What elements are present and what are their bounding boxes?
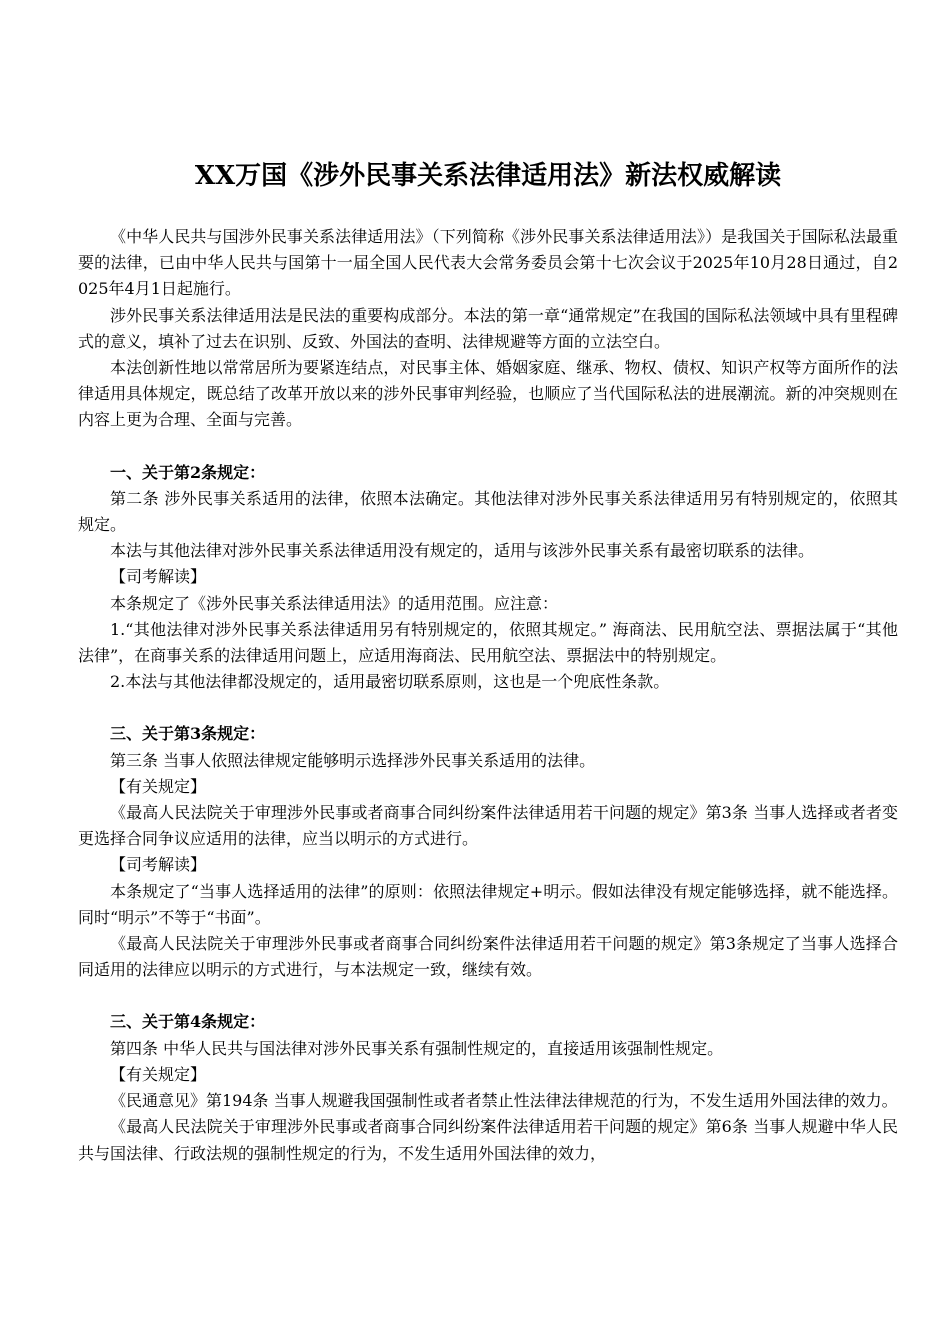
section-2-paragraph: 《最高人民法院关于审理涉外民事或者商事合同纠纷案件法律适用若干问题的规定》第3条规定了当事人选择合同适用的法律应以明示的方式进行，与本法规定一致，继续有效。 (78, 934, 898, 980)
document-title: XX万国《涉外民事关系法律适用法》新法权威解读 (194, 161, 782, 191)
intro-paragraph-2: 涉外民事关系法律适用法是民法的重要构成部分。本法的第一章“通常规定”在我国的国际私法领域中具有里程碑式的意义，填补了过去在识别、反致、外国法的查明、法律规避等方面的立法空白。 (78, 305, 898, 351)
section-3-paragraph: 第四条 中华人民共与国法律对涉外民事关系有强制性规定的，直接适用该强制性规定。 (110, 1038, 724, 1058)
section-3-paragraph: 《民通意见》第194条 当事人规避我国强制性或者者禁止性法律法律规范的行为，不发生适用外国法律的效力。 (110, 1091, 898, 1111)
section-2-paragraph: 《最高人民法院关于审理涉外民事或者商事合同纠纷案件法律适用若干问题的规定》第3条 当事人选择或者者变更选择合同争议应适用的法律，应当以明示的方式进行。 (78, 803, 898, 849)
section-1-paragraph: 【司考解读】 (110, 567, 207, 587)
section-1-paragraph: 本条规定了《涉外民事关系法律适用法》的适用范围。应注意： (110, 593, 559, 613)
section-2-heading: 三、关于第3条规定： (110, 724, 266, 744)
section-3-paragraph: 《最高人民法院关于审理涉外民事或者商事合同纠纷案件法律适用若干问题的规定》第6条 当事人规避中华人民共与国法律、行政法规的强制性规定的行为，不发生适用外国法律的效力， (78, 1117, 898, 1163)
document-body (78, 224, 898, 1167)
section-1-heading: 一、关于第2条规定： (110, 462, 266, 482)
intro-paragraph-3: 本法创新性地以常常居所为要紧连结点，对民事主体、婚姻家庭、继承、物权、债权、知识产权等方面所作的法律适用具体规定，既总结了改革开放以来的涉外民事审判经验，也顺应了当代国际私法的进展潮流。新的冲突规则在内容上更为合理、全面与完善。 (78, 358, 898, 430)
section-spacer (78, 983, 898, 1009)
section-2-paragraph: 【司考解读】 (110, 855, 207, 875)
section-3-heading: 三、关于第4条规定： (110, 1012, 266, 1032)
section-spacer (78, 434, 898, 460)
section-2-paragraph: 第三条 当事人依照法律规定能够明示选择涉外民事关系适用的法律。 (110, 750, 596, 770)
section-1-paragraph: 1.“其他法律对涉外民事关系法律适用另有特别规定的，依照其规定。” 海商法、民用航空法、票据法属于“其他法律”，在商事关系的法律适用问题上，应适用海商法、民用航空法、票据法中的特别规定。 (78, 619, 898, 666)
section-1-paragraph: 第二条 涉外民事关系适用的法律，依照本法确定。其他法律对涉外民事关系法律适用另有特别规定的，依照其规定。 (78, 488, 898, 535)
section-2-paragraph: 【有关规定】 (110, 776, 207, 796)
section-spacer (78, 695, 898, 721)
section-2-paragraph: 本条规定了“当事人选择适用的法律”的原则：依照法律规定+明示。假如法律没有规定能够选择，就不能选择。同时“明示”不等于“书面”。 (78, 881, 898, 927)
intro-paragraph-1: 《中华人民共与国涉外民事关系法律适用法》（下列简称《涉外民事关系法律适用法》）是我国关于国际私法最重要的法律，已由中华人民共与国第十一届全国人民代表大会常务委员会第十七次会议于2025年10月28日通过，自2025年4月1日起施行。 (78, 227, 898, 299)
section-3-paragraph: 【有关规定】 (110, 1064, 207, 1084)
section-1-paragraph: 2.本法与其他法律都没规定的，适用最密切联系原则，这也是一个兜底性条款。 (110, 672, 670, 692)
section-1-paragraph: 本法与其他法律对涉外民事关系法律适用没有规定的，适用与该涉外民事关系有最密切联系的法律。 (110, 541, 815, 561)
